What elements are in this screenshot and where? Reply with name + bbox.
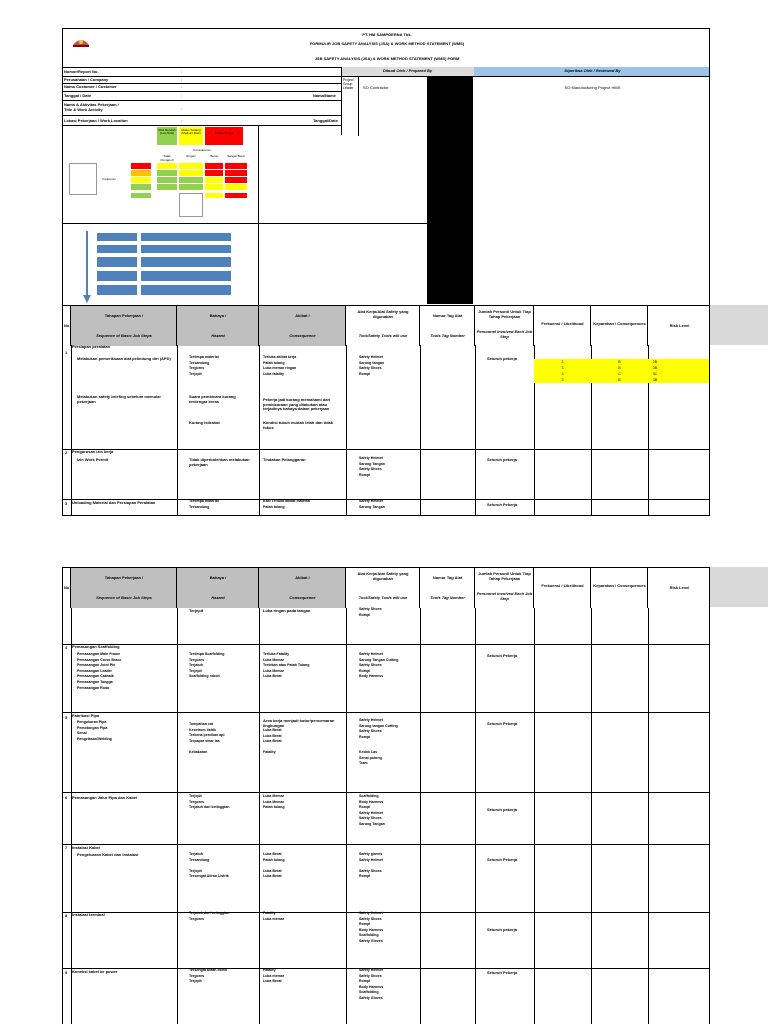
col-bahaya: Bahaya / (209, 575, 227, 580)
tools-list: Safety Helmet Sarung Tangan Cutting Safety Shoes Rompi Body Harness (359, 652, 399, 679)
risk-level-value: 3B (652, 366, 658, 370)
consequence-value: B (618, 366, 621, 370)
hazard-list: Tersengat aliran listrik Tergores Terjepit (189, 968, 228, 984)
row-title: Pengurusan izin kerja (72, 449, 114, 454)
tools-list: Safety Helmet Sarung Tangan (359, 499, 385, 509)
likelihood-value: 3 (561, 372, 564, 376)
row-no: 2 (65, 450, 68, 455)
col-risk: Risk Level (669, 585, 690, 590)
consequence-value: B (618, 378, 621, 382)
hazard-list: Tertimpa material Tersandung (189, 499, 219, 509)
consequence: Pekerja jadi kurang memahami dari pembicaraan yang dilakukan atau terjadinya bahaya dalam pekerjaan (263, 397, 331, 412)
row-title: Pemasangan Jalur Pipa dan Kabel (72, 795, 138, 800)
row-step: Melakukan pemeriksaan alat pelindung diri (APD) (77, 356, 171, 361)
sep: : (181, 69, 183, 74)
col-bahaya: Bahaya / (209, 313, 227, 318)
name-label: Nama/Name (313, 93, 336, 98)
row-step: Pengeluaran Kabel dan Instalasi (77, 852, 139, 857)
col-tahapan: Tahapan Pekerjaan / (104, 313, 144, 318)
likelihood-value: 3 (561, 378, 564, 382)
hazard: Terjepit (189, 608, 204, 613)
col-akibat-en: Consequence (289, 333, 316, 338)
col-tag-en: Tools Tag Number (430, 595, 465, 600)
tools-list: Safety Helmet Sarung Tangan Safety Shoes Rompi (359, 456, 385, 477)
col-alat-en: Tool/Safety Tools will use (358, 595, 408, 600)
row-title: Koneksi kabel ke power (72, 969, 118, 974)
consequence-list: Terluka Fatality Luka Memar Tertekan atau Patah Tulang Luka Memar Luka Berat (263, 652, 310, 679)
consequence-list: Kaki Terluka akibat material Patah tulang (263, 499, 311, 509)
consequence-list: Terluka akibat kerja Patah tulang Luka memar ringan Luka fatality (263, 355, 297, 376)
tools-list: Kedok Las Senai potong Tram (359, 750, 382, 766)
form-title: FORMULIR JOB SAFETY ANALYSIS (JSA) & WORK METHOD STATEMENT (WMS) (309, 41, 465, 46)
col-personil: Jumlah Personil Untuk Tiap Tahap Pekerjaan (478, 309, 531, 319)
col-personil: Jumlah Personil Untuk Tiap Tahap Pekerjaan (478, 571, 531, 581)
risk-level-value: 2B (652, 360, 658, 364)
label-report-no: Nomor/Report No. (64, 69, 99, 74)
row-no: 5 (65, 715, 68, 720)
steps-list: Pengukuran Pipa Pemotongan Pipa Senai Pengelasan/Welding (77, 720, 112, 741)
steps-list: Pemasangan Main Frame Pemasangan Cross Brace Pemasangan Joint Pin Pemasangan Leader Pemasangan Catwalk Pemasangan Tangga Pemasangan Roda (77, 652, 122, 690)
row-title: Instalasi Kabel (72, 845, 101, 850)
control-substitution (97, 245, 137, 253)
col-risk: Risk Level (669, 323, 690, 328)
personnel: Seluruh pekerja (487, 927, 518, 932)
form-title-en: JSB SAFETY ANALYSIS (JSA) & WORK METHOD STATEMENT (WMS) FORM (314, 56, 460, 61)
sep: : (181, 106, 183, 111)
col-tahapan-en: Sequence of Basic Job Steps (96, 595, 152, 600)
col-alat-en: Tool/Safety Tools will use (358, 333, 408, 338)
col-akibat-en: Consequence (289, 595, 316, 600)
row-no: 3 (65, 501, 68, 506)
risk-matrix (63, 125, 258, 223)
col-alat: Alat Kerja/Alat Safety yang digunakan (357, 571, 409, 581)
control-desc (141, 233, 231, 241)
col-head: Berat (210, 154, 218, 158)
personnel: Seluruh Pekerja (487, 653, 518, 658)
consequence: Luka ringan pada tangan (263, 608, 311, 613)
col-head: Sangat Berat (227, 154, 245, 158)
col-akibat: Akibat / (295, 575, 310, 580)
control-desc (141, 285, 231, 295)
sep: : (181, 77, 183, 82)
likelihood-value: 2 (561, 360, 564, 364)
col-bahaya-en: Hazard (211, 333, 225, 338)
side-strip (710, 567, 768, 607)
col-alat: Alat Kerja/Alat Safety yang digunakan (357, 309, 409, 319)
control-elimination (97, 233, 137, 241)
row-no: 1 (65, 350, 68, 355)
date-label: Tanggal/Date (313, 118, 338, 123)
risk-level-value: 3B (652, 378, 658, 382)
personnel: Seluruh Pekerja (487, 857, 518, 862)
col-kep: Keparahan / Consequences (593, 321, 646, 326)
tools-list: Safety Helmet Safety Shoes Rompi Body Harness Scaffolding Safety Gloves (359, 968, 384, 1000)
table-header (63, 568, 710, 608)
personnel: Seluruh Pekerja (487, 502, 518, 507)
tools-list: Safety Helmet Safety Shoes Rompi Body Harness Scaffolding Safety Gloves (359, 911, 384, 943)
col-tahapan-en: Sequence of Basic Job Steps (96, 333, 152, 338)
reviewed-value: SO Manufacturing Project HMS (564, 85, 621, 90)
control-engineering (97, 257, 137, 267)
tools-list: Scaffolding Body Harness Rompi Safety Helmet Safety Shoes Sarung Tangan (359, 794, 385, 826)
prepared-label: Dibuat Oleh / Prepared By (382, 68, 433, 73)
personnel: Seluruh pekerja (487, 807, 518, 812)
table-header (63, 305, 710, 345)
label-location: Lokasi Pekerjaan / Work Location (64, 118, 128, 123)
hazard-list: Terjepit Tergores Terjatuh dari ketinggian (189, 794, 230, 810)
control-admin (97, 271, 137, 281)
hazard-list: Terjatuh dari ketinggian Tergores (189, 911, 230, 921)
tools-list: Safety Shoes Rompi (359, 607, 382, 617)
row-no: 4 (65, 645, 68, 650)
row-no: 6 (65, 795, 68, 800)
sep: : (181, 93, 183, 98)
prepared-value: SO Contractor (363, 85, 389, 90)
sep: : (181, 118, 183, 123)
col-tahapan: Tahapan Pekerjaan / (104, 575, 144, 580)
hazard: Suara pembicara kurang terdengar keras (189, 394, 236, 404)
col-tag-en: Tools Tag Number (430, 333, 465, 338)
control-desc (141, 257, 231, 267)
hazard-list: Tertimpa material Tersandung Tergores Terjepit (189, 355, 219, 376)
row-no: 8 (65, 913, 68, 918)
down-arrow-icon (77, 231, 97, 303)
sep: : (181, 84, 183, 89)
col-no: No (64, 323, 70, 328)
consequence-list: Fatality Luka memar Luka Berat (263, 968, 285, 984)
personnel: Seluruh Pekerja (487, 970, 518, 975)
col-frek: Frekuensi / Likelihood (541, 583, 584, 588)
col-no: No (64, 585, 70, 590)
col-bahaya-en: Hazard (211, 595, 225, 600)
side-strip (710, 305, 768, 345)
hazard-list: Terjatuh Tersandung Terjepit Tersengat Aliran Listrik (189, 852, 229, 879)
row-label: Frekuensi (102, 177, 116, 181)
legend-high: Risiko Tinggi (215, 131, 233, 135)
row-step: Izin Work Permit (77, 457, 109, 462)
tools-list: Safety Helmet Sarung tangan Safety Shoes Rompi (359, 355, 385, 376)
label-company: Perusahaan / Company (64, 77, 109, 82)
likelihood-value: 3 (561, 366, 564, 370)
label-date: Tanggal / Date (64, 93, 92, 98)
col-personil-en: Personnel Involved Each Job Step (476, 329, 533, 339)
consequence-value: B (618, 360, 621, 364)
col-frek: Frekuensi / Likelihood (541, 321, 584, 326)
control-desc (141, 271, 231, 281)
consequence-list: Fatality Luka memar (263, 911, 285, 921)
control-desc (141, 245, 231, 253)
company-name: PT. HM SAMPOERNA Tbk. (362, 32, 412, 37)
hazard: Tidak diperbolehkan melakukan pekerjaan (189, 457, 250, 467)
consequence-value: C (618, 372, 621, 376)
tools-list: Safety gloves Safety Helmet Safety Shoes Rompi (359, 852, 383, 879)
consequence-list: Luka Berat Luka Berat Luka Berat Fatality (263, 728, 282, 755)
col-tag: Nomor Tag Alat (432, 313, 463, 318)
row-title: Instalasi terminal (72, 912, 105, 917)
jsa-page-2 (62, 567, 710, 1024)
personnel: Seluruh pekerja (487, 356, 518, 361)
jsa-page-1 (62, 28, 710, 516)
col-head: Tidak Pengaruh (160, 154, 174, 162)
consequence-list: Luka Berat Patah tulang Luka Berat Luka Berat (263, 852, 285, 879)
hazard-list: Tumpahan cat Kesetrum listrik Terkena percikan api Terpapar sinar las Kebakaran (189, 722, 225, 754)
row-title: Unloading Material dan Persiapan Peralatan (72, 500, 156, 505)
redacted-block (427, 76, 473, 304)
col-akibat: Akibat / (295, 313, 310, 318)
col-tag: Nomor Tag Alat (432, 575, 463, 580)
hierarchy-of-controls (63, 223, 258, 305)
legend-medium: Risiko Sedang (Medium Risk) (181, 128, 201, 136)
col-kep: Keparahan / Consequences (593, 583, 646, 588)
control-ppe (97, 285, 137, 295)
col-personil-en: Personnel Involved Each Job Step (476, 591, 533, 601)
label-activity: Nama & Aktivitas Pekerjaan / Title & Work Activity (64, 102, 119, 112)
consequence: Area kerja menjadi kotor/pencemaran lingkungan (263, 718, 335, 728)
row-title: Persiapan peralatan (72, 344, 111, 349)
row-step: Melakukan safety briefing sebelum memulai pekerjaan (77, 394, 161, 404)
consequence: Tindakan Pelanggaran (263, 457, 306, 462)
legend-low: Risk Rendah (Low Risk) (158, 128, 176, 136)
row-title: Pemasangan Scaffolding (72, 644, 120, 649)
consequence-list: Luka Memar Luka Memar Patah tulang (263, 794, 285, 810)
col-head: Ringan (186, 154, 196, 158)
risk-level-value: 3C (652, 372, 658, 376)
personnel: Seluruh pekerja (487, 457, 518, 462)
hazard-list: Tertimpa Scaffolding Tergores Terjatuh Terjepit Scaffolding roboh (189, 652, 225, 679)
label-customer: Nama Customer / Customer (64, 84, 117, 89)
reviewed-label: Diperiksa Oleh / Reviewed By (564, 68, 621, 73)
hazard: Kurang istirahat (189, 420, 220, 425)
personnel: Seluruh Pekerja (487, 721, 518, 726)
row-no: 7 (65, 845, 68, 850)
col-label: Konsekuensi (193, 148, 211, 152)
consequence: Kondisi tubuh mudah lelah dan tidak fokus (263, 420, 334, 430)
role-label: Project Group Leader (343, 78, 354, 90)
row-no: 9 (65, 970, 68, 975)
tools-list: Safety Helmet Sarung tangan Cutting Safety Shoes Rompi (359, 718, 398, 739)
row-title: Fabrikasi Pipa (72, 713, 100, 718)
